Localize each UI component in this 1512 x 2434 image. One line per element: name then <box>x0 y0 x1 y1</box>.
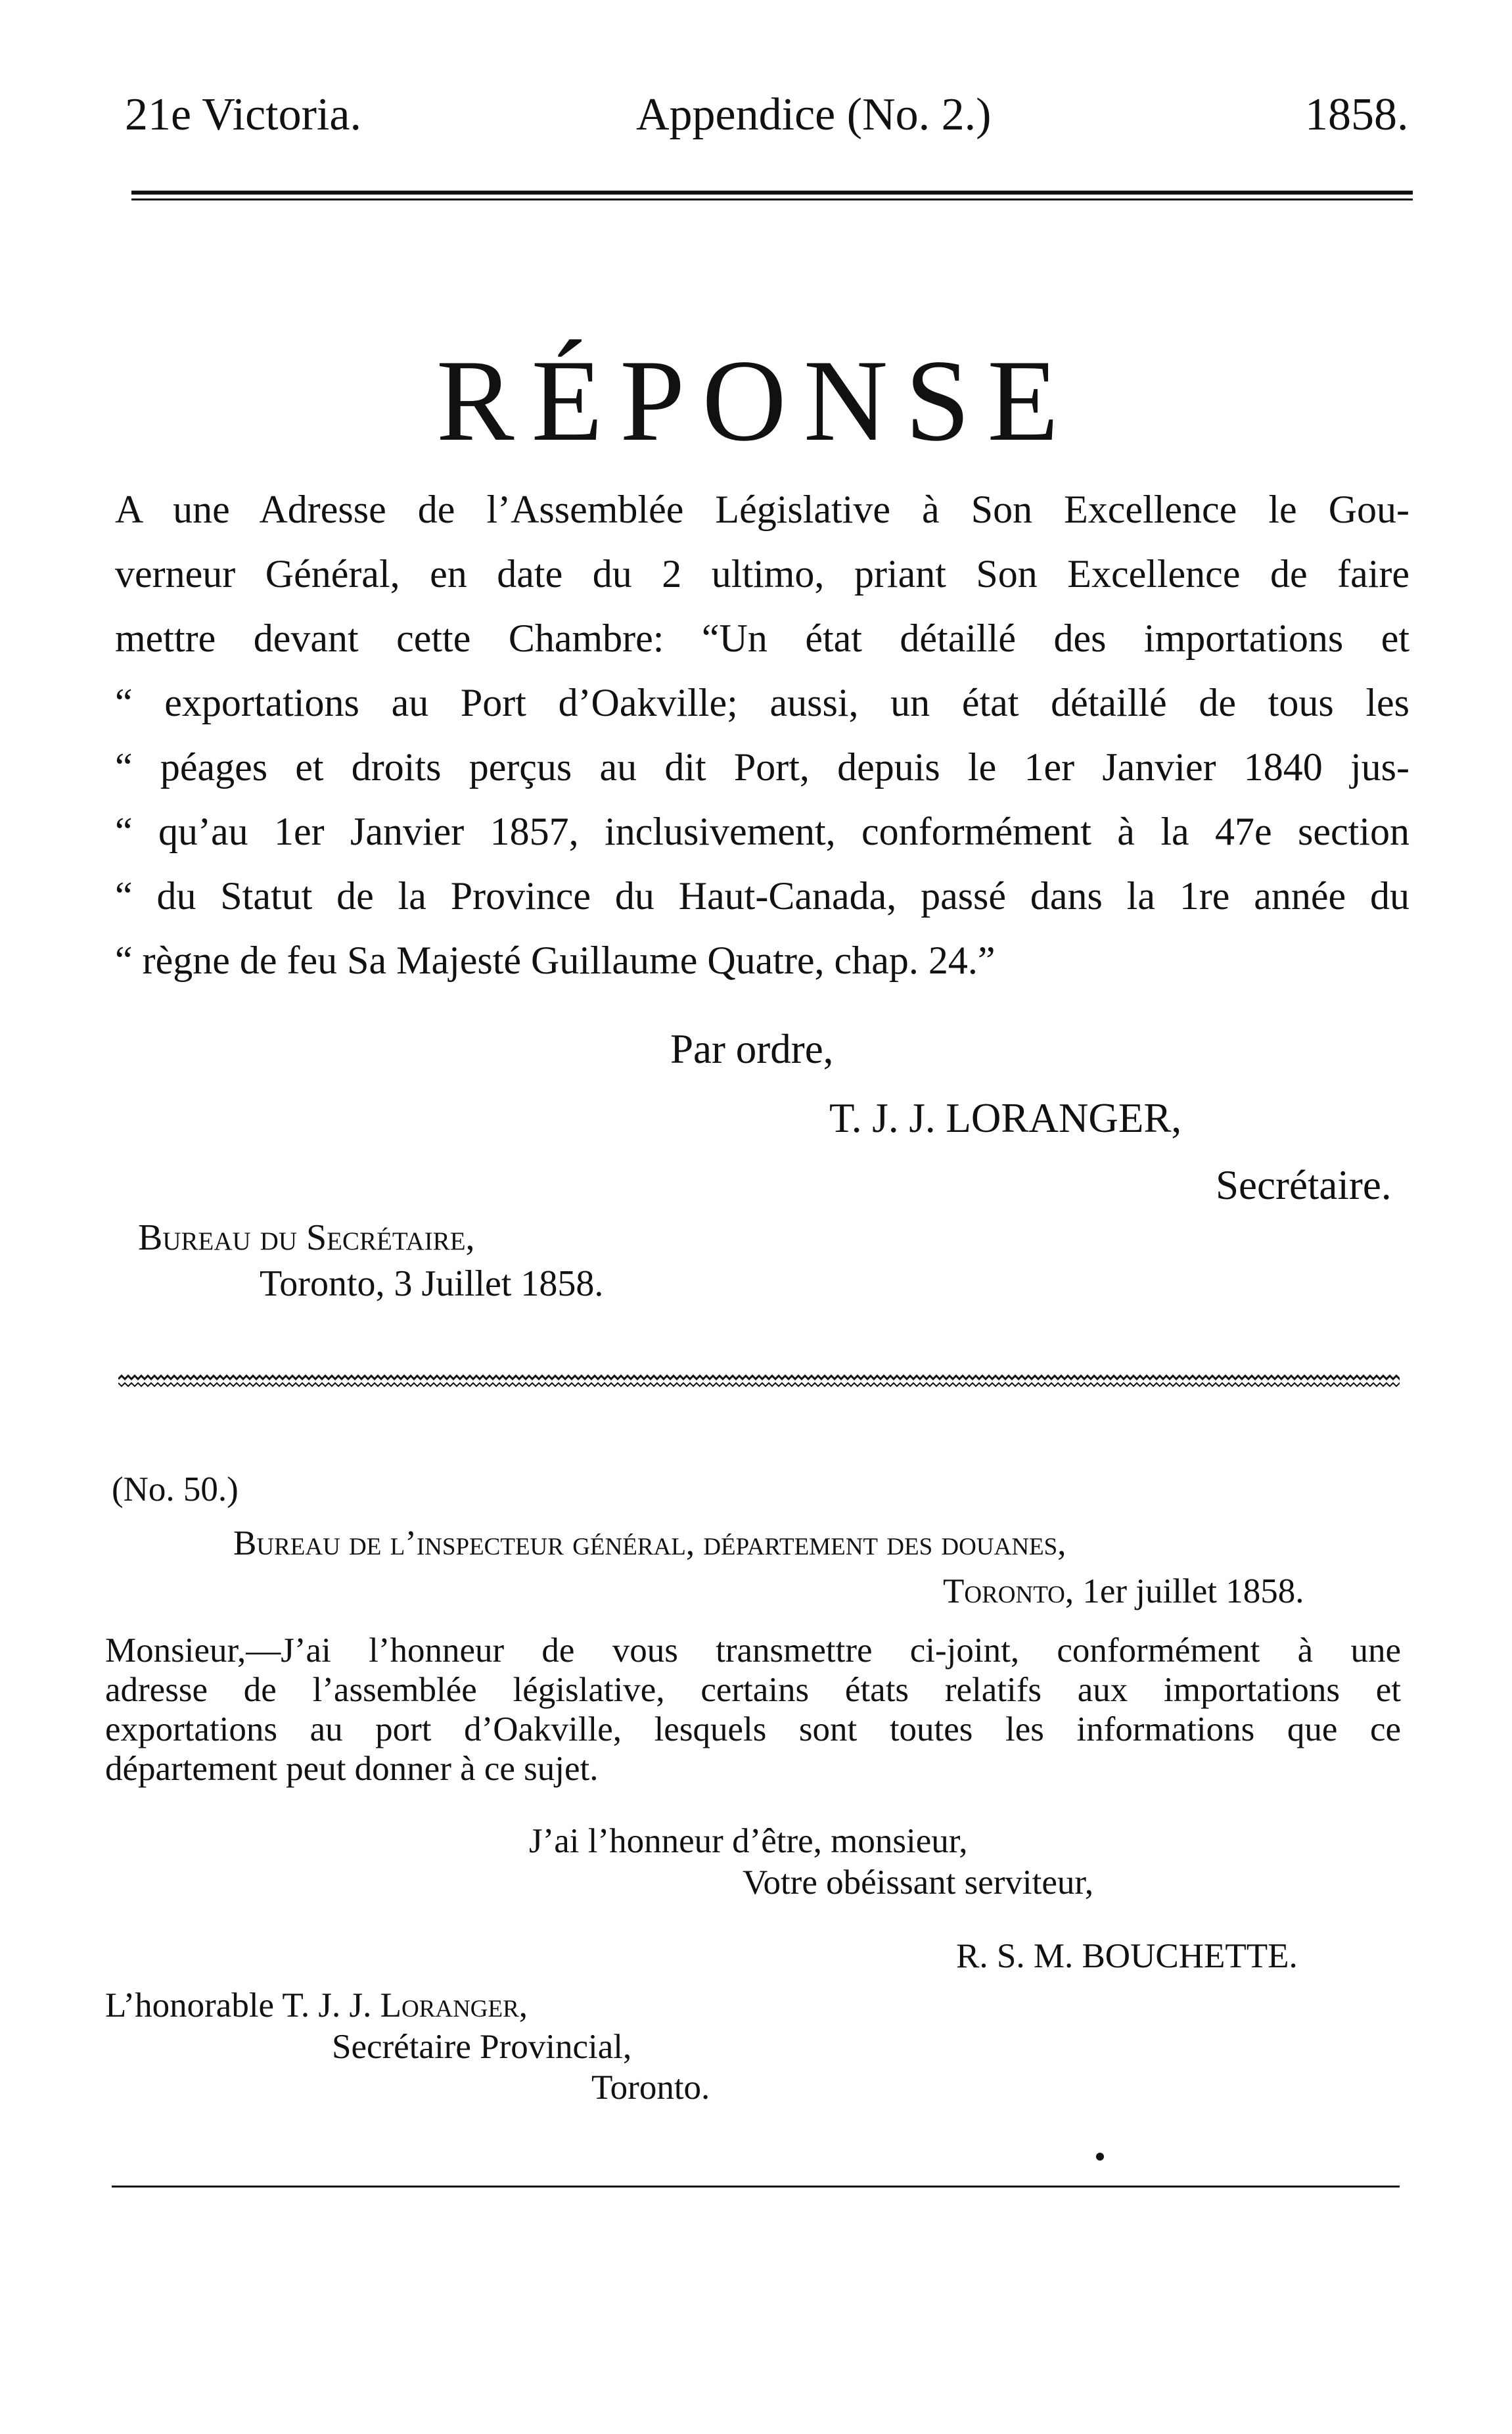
letter-office: Bureau de l’inspecteur général, département des douanes, <box>233 1524 1066 1562</box>
letter-place-date <box>943 1574 1304 1609</box>
addressee-prefix: L’honorable T. J. J. <box>105 1986 372 2024</box>
letter-closing: J’ai l’honneur d’être, monsieur, <box>529 1822 968 1860</box>
address-line: “ qu’au 1er Janvier 1857, inclusivement, conformément à la 47e section <box>115 810 1409 853</box>
address-line: verneur Général, en date du 2 ultimo, priant Son Excellence de faire <box>115 552 1409 596</box>
header-volume: 21e Victoria. <box>125 89 361 140</box>
letter-number: (No. 50.) <box>112 1470 239 1509</box>
letter-body-line: adresse de l’assemblée législative, certains états relatifs aux importations et <box>105 1671 1401 1709</box>
address-line: “ exportations au Port d’Oakville; aussi, un état détaillé de tous les <box>115 681 1409 724</box>
order-line: Par ordre, <box>670 1026 834 1072</box>
signatory-name: T. J. J. LORANGER, <box>829 1095 1182 1141</box>
header-rule-bottom <box>131 199 1413 200</box>
addressee-city: Toronto. <box>591 2069 710 2107</box>
wavy-divider <box>118 1374 1400 1388</box>
ink-dot <box>1096 2153 1104 2161</box>
header-rule-top <box>131 191 1413 195</box>
letter-place: Toronto, <box>943 1572 1074 1610</box>
office-name: Bureau du Secrétaire, <box>138 1217 475 1258</box>
addressee-surname: Loranger, <box>380 1986 528 2024</box>
letter-body-line: exportations au port d’Oakville, lesquels sont toutes les informations que ce <box>105 1710 1401 1748</box>
letter-date: 1er juillet 1858. <box>1082 1572 1304 1610</box>
address-line: “ règne de feu Sa Majesté Guillaume Quatre, chap. 24.” <box>115 939 996 982</box>
header-year: 1858. <box>1305 89 1409 140</box>
addressee-title: Secrétaire Provincial, <box>332 2028 632 2066</box>
document-title: RÉPONSE <box>436 335 1076 465</box>
addressee-name <box>105 1988 528 2023</box>
letter-closing2: Votre obéissant serviteur, <box>743 1863 1094 1902</box>
signatory-title: Secrétaire. <box>1216 1162 1392 1208</box>
address-line: “ péages et droits perçus au dit Port, depuis le 1er Janvier 1840 jus- <box>115 745 1409 789</box>
letter-signer: R. S. M. BOUCHETTE. <box>956 1937 1298 1975</box>
bottom-rule <box>112 2186 1400 2188</box>
address-line: “ du Statut de la Province du Haut-Canada, passé dans la 1re année du <box>115 874 1409 918</box>
letter-body-line: Monsieur,—J’ai l’honneur de vous transmettre ci-joint, conformément à une <box>105 1631 1401 1670</box>
office-place-date: Toronto, 3 Juillet 1858. <box>260 1263 604 1304</box>
letter-body-line: département peut donner à ce sujet. <box>105 1750 599 1788</box>
header-appendix: Appendice (No. 2.) <box>636 89 992 140</box>
address-line: A une Adresse de l’Assemblée Législative à Son Excellence le Gou- <box>115 488 1409 531</box>
address-line: mettre devant cette Chambre: “Un état détaillé des importations et <box>115 617 1409 660</box>
